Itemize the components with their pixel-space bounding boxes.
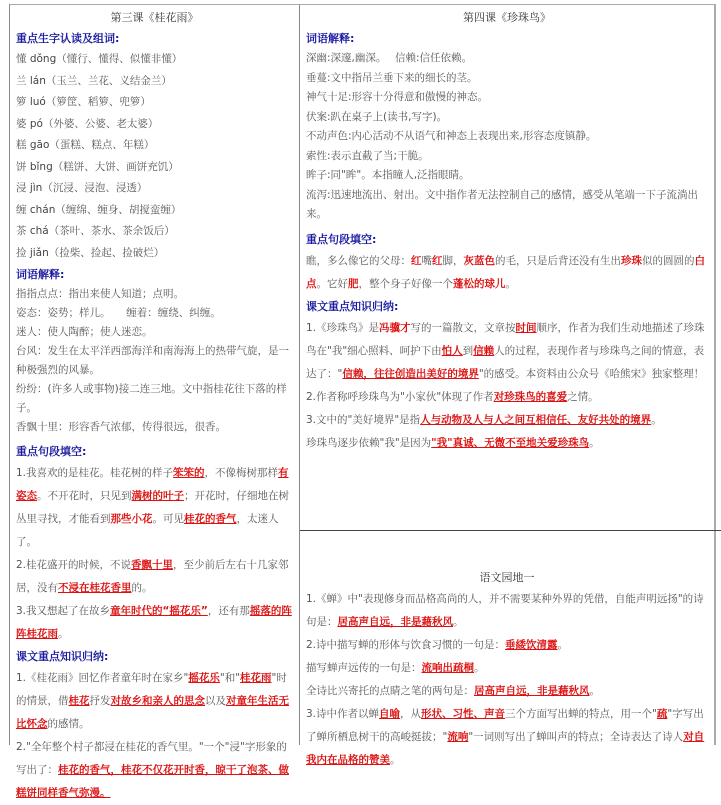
vocab-char: 懂 (16, 53, 27, 65)
vocab-words: （糕饼、大饼、画饼充饥） (52, 160, 179, 173)
vocab-words: （懂行、懂得、似懂非懂） (56, 53, 183, 65)
answer-text: 红 (432, 254, 443, 267)
answer-text: 白点 (306, 254, 705, 290)
vocab-words: （茶叶、茶水、茶余饭后） (48, 225, 175, 237)
vocab-words: （蛋糕、糕点、年糕） (49, 139, 155, 151)
answer-text: 珍珠 (621, 254, 642, 267)
garden-title: 语文园地一 (479, 571, 535, 584)
term-item: 指指点点：指出来使人知道；点明。 (16, 288, 184, 300)
summary-paragraph-3: 3.文中的"美好境界"是指人与动物及人与人之间互相信任、友好共处的境界。 (306, 413, 662, 426)
summary-paragraph-4: 珍珠鸟逐步依赖"我"是因为"我"真诚、无微不至地关爱珍珠鸟。 (306, 436, 600, 449)
garden-paragraph-1: 1.《蝉》中"表现修身而品格高尚的人，并不需要某种外界的凭借，自能声明远扬"的诗句是：居高声自远，非是藉秋风。 (306, 593, 704, 628)
answer-text: 桂花 (68, 695, 90, 707)
answer-text: 桂花的香气，桂花不仅花开时香，晾干了泡茶、做糕饼同样香气弥漫。 (16, 764, 289, 799)
vocab-pinyin: jiǎn (29, 246, 49, 259)
vocab-item (16, 157, 293, 179)
answer-text: 形状、习性、声音 (421, 708, 506, 720)
answer-text: 居高声自远，非是藉秋风 (474, 685, 590, 697)
answer-text: 人与动物及人与人之间互相信任、友好共处的境界 (420, 413, 652, 426)
vocab-pinyin: gāo (29, 139, 50, 151)
term-item: 不动声色:内心活动不从语气和神态上表现出来,形容态度镇静。 (306, 130, 597, 142)
answer-text: 红 (411, 254, 422, 267)
vocab-pinyin: pó (29, 117, 43, 130)
lesson3-cell (10, 5, 299, 805)
term-item: 姿态：姿势；样儿。 缠着：缠绕、纠缠。 (16, 307, 221, 319)
answer-text: 摇花乐 (188, 672, 220, 684)
fill-paragraph: 瞧，多么像它的父母：红嘴红脚，灰蓝色的毛，只是后背还没有生出珍珠似的圆圆的白点。它好肥，整个身子好像一个蓬松的球儿。 (306, 254, 705, 290)
answer-text: 自喻 (379, 708, 401, 720)
vocab-item (16, 243, 293, 265)
answer-text: 信赖 (473, 344, 495, 357)
vocab-item (16, 135, 293, 157)
answer-text: 对自我内在品格的赞美 (306, 731, 705, 766)
summary-paragraph-2: 2."全年整个村子都浸在桂花的香气里。"一个"浸"字形象的写出了：桂花的香气，桂花不仅花开时香，晾干了泡茶、做糕饼同样香气弥漫。 (16, 741, 289, 799)
answer-text: "我"真诚、无微不至地关爱珍珠鸟 (431, 436, 590, 449)
vocab-char: 茶 (16, 225, 27, 237)
lesson4-cell (300, 5, 714, 530)
answer-text: 摇落的阵阵桂花雨 (16, 605, 292, 640)
answer-text: 有姿态 (16, 467, 289, 502)
vocab-item (16, 221, 293, 243)
vocab-words: （捡柴、捡起、捡破烂） (48, 246, 165, 259)
answer-text: 居高声自远，非是藉秋风 (337, 616, 453, 628)
vocab-char: 兰 (16, 74, 27, 87)
answer-text: 垂緌饮清露 (505, 639, 558, 651)
vocab-pinyin: bǐng (29, 160, 53, 173)
vocab-char: 缠 (16, 203, 27, 216)
garden-paragraph-3: 描写蝉声远传的一句是：流响出疏桐。 (306, 662, 485, 674)
answer-text: 对珍珠鸟的喜爱 (493, 390, 568, 403)
vocab-pinyin: chá (29, 225, 49, 237)
answer-text: 那些小花 (110, 513, 153, 525)
vocab-char: 饼 (16, 160, 27, 173)
term-item: 流泻:迅速地流出、射出。文中指作者无法控制自己的感情，感受从笔端一下子流淌出来。 (306, 188, 699, 220)
lesson4-title: 第四课《珍珠鸟》 (463, 11, 551, 24)
vocab-pinyin: lán (29, 74, 46, 87)
term-item: 眸子:同"眸"。本指瞳人,泛指眼睛。 (306, 169, 470, 181)
fill-heading: 重点句段填空: (16, 445, 87, 458)
vocab-char: 捡 (16, 246, 27, 259)
vocab-item (16, 114, 293, 136)
answer-text: 流响 (447, 731, 469, 743)
answer-text: 不浸在桂花香里 (58, 582, 132, 594)
vocab-pinyin: jìn (29, 182, 43, 194)
answer-text: 时间 (515, 321, 537, 334)
fill-paragraph-2: 2.桂花盛开的时候，不说香飘十里，至少前后左右十几家邻居，没有不浸在桂花香里的。 (16, 559, 289, 594)
term-item: 神气十足:形容十分得意和傲慢的神态。 (306, 91, 489, 103)
answer-text: 满树的叶子 (131, 490, 184, 502)
answer-text: 流响出疏桐 (421, 662, 474, 674)
vocab-words: （外婆、公婆、老太婆） (42, 117, 159, 130)
vocab-item (16, 71, 293, 93)
answer-text: 笨笨的 (173, 467, 205, 479)
answer-text: 桂花雨 (240, 672, 272, 684)
answer-text: 信赖，往往创造出美好的境界 (342, 367, 479, 380)
vocab-pinyin: chán (29, 203, 56, 216)
vocab-item (16, 92, 293, 114)
term-item: 伏案:趴在桌子上(读书,写字)。 (306, 110, 448, 123)
answer-text: 冯骥才 (379, 321, 411, 334)
term-item: 索性:表示直截了当;干脆。 (306, 149, 429, 162)
term-item: 香飘十里：形容香气浓郁，传得很远，很香。 (16, 421, 226, 433)
lesson3-column (9, 4, 300, 799)
vocab-words: （箩筐、稻箩、兜箩） (45, 96, 151, 108)
answer-text: 肥 (348, 277, 359, 290)
summary-paragraph-1: 1.《桂花雨》回忆作者童年时在家乡"摇花乐"和"桂花雨"时的情景，借桂花抒发对故乡和亲人的思念以及对童年生活无比怀念的感情。 (16, 672, 289, 730)
answer-text: 蓬松的球儿 (453, 277, 506, 290)
summary-paragraph-2: 2.作者称呼珍珠鸟为"小家伙"体现了作者对珍珠鸟的喜爱之情。 (306, 390, 599, 403)
lesson4-column (300, 4, 716, 766)
terms-heading: 词语解释: (16, 268, 65, 281)
vocab-char: 浸 (16, 182, 27, 194)
answer-text: 怕人 (441, 344, 463, 357)
summary-paragraph-1: 1.《珍珠鸟》是冯骥才写的一篇散文，文章按时间顺序，作者为我们生动地描述了珍珠鸟在"我"细心照料、呵护下由怕人到信赖人的过程，表现作者与珍珠鸟之间的情意，表达了："信赖，往往创造出美好的境界"的感受。本资料由公众号《哈熊宋》独家整理！ (306, 321, 705, 380)
section-divider (300, 530, 721, 531)
fill-heading: 重点句段填空: (306, 232, 377, 246)
term-item: 深幽:深邃,幽深。 信赖:信任依赖。 (306, 52, 472, 64)
answer-text: 疏 (656, 708, 668, 720)
answer-text: 香飘十里 (131, 559, 174, 571)
answer-text: 灰蓝色 (463, 254, 495, 267)
vocab-pinyin: luó (29, 96, 46, 108)
answer-text: 桂花的香气 (184, 513, 237, 525)
summary-heading: 课文重点知识归纳: (306, 299, 399, 313)
garden-paragraph-4: 全诗比兴寄托的点睛之笔的两句是：居高声自远，非是藉秋风。 (306, 685, 600, 697)
answer-text: 对童年生活无比怀念 (16, 695, 289, 730)
term-item: 迷人：使人陶醉；使人迷恋。 (16, 326, 153, 338)
terms-heading: 词语解释: (306, 32, 355, 45)
vocab-item (16, 178, 293, 200)
garden-paragraph-5: 3.诗中作者以蝉自喻，从形状、习性、声音三个方面写出蝉的特点，用一个"疏"字写出了蝉所栖息树干的高峻挺拔；"流响"一词则写出了蝉叫声的特点；全诗表达了诗人对自我内在品格的赞美。 (306, 708, 705, 766)
answer-text: 童年时代的“摇花乐” (110, 605, 208, 617)
garden-cell (300, 565, 714, 772)
vocab-words: （玉兰、兰花、义结金兰） (45, 74, 172, 87)
term-item: 垂蔓:文中指吊兰垂下来的细长的茎。 (306, 71, 478, 84)
fill-paragraph-3: 3.我又想起了在故乡童年时代的“摇花乐”，还有那摇落的阵阵桂花雨。 (16, 605, 292, 640)
term-item: 纷纷：(许多人或事物)接二连三地。文中指桂花往下落的样子。 (16, 383, 287, 414)
lesson3-title: 第三课《桂花雨》 (110, 11, 199, 24)
vocab-item (16, 49, 293, 71)
fill-paragraph-1: 1.我喜欢的是桂花。桂花树的样子笨笨的，不像梅树那样有姿态。不开花时，只见到满树的叶子；开花时，仔细地在树丛里寻找，才能看到那些小花。可见桂花的香气，太迷人了。 (16, 467, 289, 548)
vocab-pinyin: dǒng (29, 53, 57, 65)
vocab-item (16, 200, 293, 222)
vocab-heading: 重点生字认读及组词: (16, 32, 120, 45)
document-page (9, 4, 716, 799)
vocab-char: 婆 (16, 117, 27, 130)
vocab-words: （缠绵、缠身、胡搅蛮缠） (55, 203, 182, 216)
vocab-words: （沉浸、浸泡、浸透） (42, 182, 148, 194)
garden-paragraph-2: 2.诗中描写蝉的形体与饮食习惯的一句是：垂緌饮清露。 (306, 639, 569, 651)
term-item: 台风：发生在太平洋西部海洋和南海海上的热带气旋，是一种极强烈的风暴。 (16, 345, 289, 376)
vocab-char: 糕 (16, 139, 27, 151)
answer-text: 对故乡和亲人的思念 (110, 695, 205, 707)
summary-heading: 课文重点知识归纳: (16, 650, 109, 663)
vocab-char: 箩 (16, 96, 27, 108)
